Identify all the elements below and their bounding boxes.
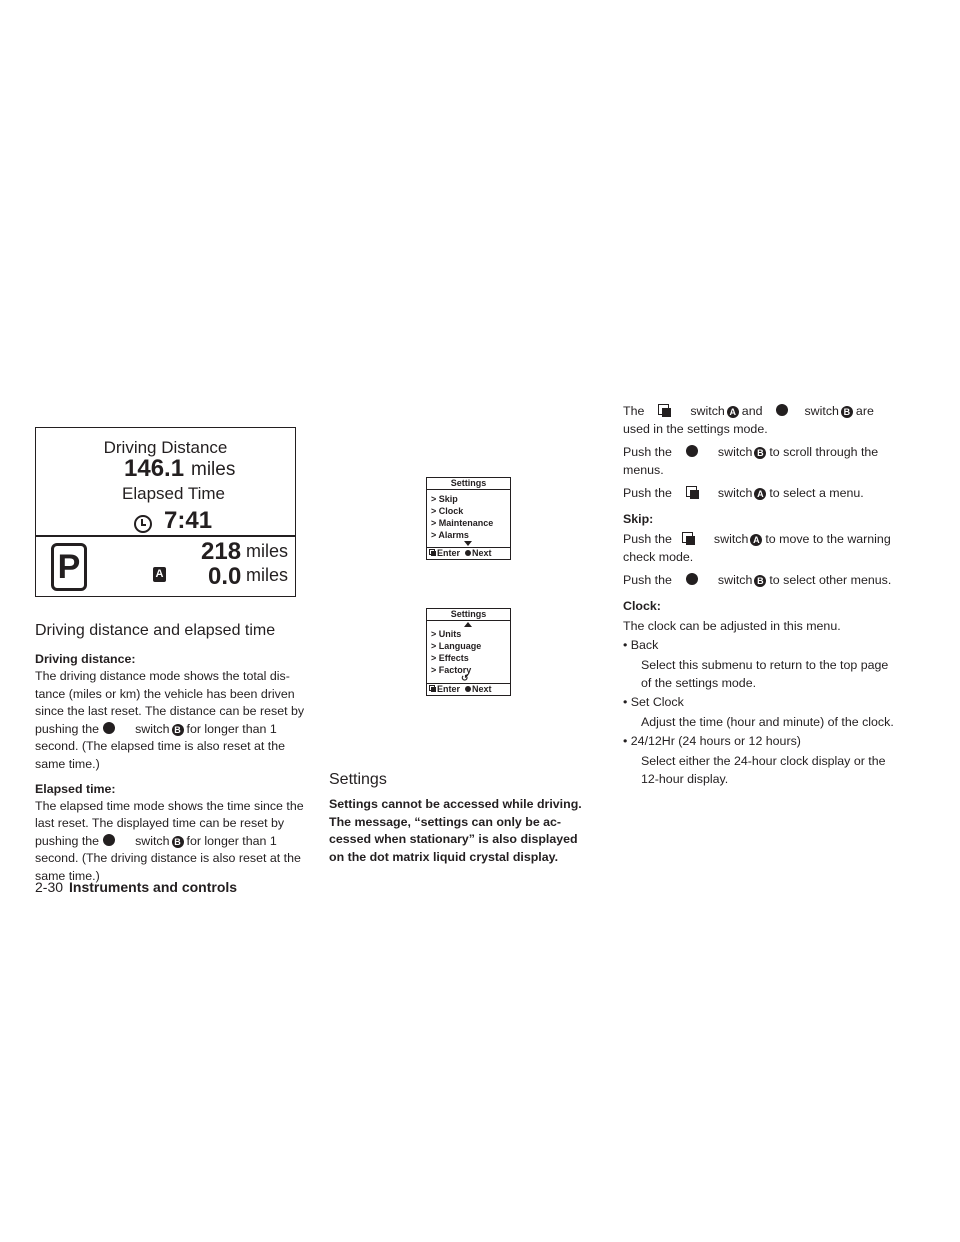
arrow-down-icon (464, 541, 472, 546)
scroll-indicator (427, 621, 510, 628)
text-line: Push the switch B to scroll through the (623, 445, 879, 460)
lcd-title: Settings (427, 478, 510, 490)
text-line: pushing the switch B for longer than 1 (35, 721, 277, 736)
text-line: menus. (623, 462, 664, 477)
callout-b-icon: B (172, 836, 184, 848)
callout-b-icon: B (754, 447, 766, 459)
menu-item-units: > Units (431, 629, 462, 639)
callout-a-icon: A (754, 488, 766, 500)
text-line: 12-hour display. (641, 771, 729, 786)
dot-switch-icon (103, 722, 115, 734)
text-line: Select either the 24-hour clock display or the (641, 753, 886, 768)
square-switch-icon (429, 549, 436, 556)
paragraph-elapsed-time (35, 798, 310, 886)
clock-icon (134, 515, 152, 533)
driving-distance-display (35, 427, 296, 597)
text-line: Settings cannot be accessed while driving. (329, 797, 582, 811)
distance-unit: miles (191, 459, 236, 480)
dot-switch-icon (686, 445, 698, 457)
paragraph-driving-distance (35, 668, 310, 774)
list-item-back: • Back (623, 638, 659, 653)
text-line: The message, “settings can only be ac- (329, 814, 562, 829)
menu-item-factory: > Factory (431, 665, 472, 675)
return-indicator (427, 673, 510, 683)
subheading-driving-distance: Driving distance: (35, 652, 136, 666)
callout-b-icon: B (172, 724, 184, 736)
lcd-footer: Enter Next (427, 547, 510, 559)
distance-value: 146.1 (124, 455, 185, 482)
menu-item-maintenance: > Maintenance (431, 518, 494, 528)
menu-item-skip: > Skip (431, 494, 458, 504)
trip-value-1: 218 (201, 538, 242, 565)
section-title: Instruments and controls (69, 879, 238, 895)
square-switch-icon (682, 532, 696, 545)
text-line: same time.) (35, 868, 100, 883)
middle-column (329, 771, 609, 866)
text-line: The elapsed time mode shows the time since the (35, 798, 304, 813)
text-line: The clock can be adjusted in this menu. (623, 618, 841, 633)
subheading-skip: Skip: (623, 511, 654, 526)
trip-value-2: 0.0 (208, 563, 242, 590)
settings-warning (329, 796, 609, 866)
text-line: cessed when stationary” is also displayed (329, 832, 578, 847)
text-line: Select this submenu to return to the top page (641, 657, 889, 672)
text-line: check mode. (623, 549, 694, 564)
text-line: on the dot matrix liquid crystal display. (329, 849, 559, 864)
arrow-up-icon (464, 622, 472, 627)
right-column (623, 403, 898, 788)
trip-a-marker: A (153, 567, 166, 582)
text-line: last reset. The displayed time can be reset by (35, 816, 285, 831)
callout-a-icon: A (750, 534, 762, 546)
callout-b-icon: B (754, 575, 766, 587)
square-switch-icon (429, 685, 436, 692)
text-line: Push the switch B to select other menus. (623, 573, 892, 588)
dot-switch-icon (465, 550, 471, 556)
dot-switch-icon (103, 834, 115, 846)
dot-switch-icon (686, 573, 698, 585)
text-line: used in the settings mode. (623, 421, 768, 436)
display-divider (36, 535, 295, 537)
text-line: since the last reset. The distance can be reset by (35, 704, 305, 719)
page-footer (35, 879, 237, 895)
return-arrow-icon: ↺ (461, 673, 469, 683)
section-heading-driving: Driving distance and elapsed time (35, 622, 276, 639)
time-value: 7:41 (164, 507, 213, 534)
text-line: Push the switch A to move to the warning (623, 531, 891, 546)
dot-switch-icon (776, 404, 788, 416)
menu-item-language: > Language (431, 641, 482, 651)
text-line: second. (The elapsed time is also reset at the (35, 739, 286, 754)
lcd-title: Settings (427, 609, 510, 621)
text-line: pushing the switch B for longer than 1 (35, 833, 277, 848)
left-column (35, 622, 310, 886)
elapsed-label: Elapsed Time (122, 484, 225, 503)
lcd-footer: Enter Next (427, 683, 510, 695)
text-line: The switch A and switch B are (623, 404, 874, 418)
park-gear-indicator: P (51, 543, 87, 591)
page-number: 2-30 (35, 879, 64, 895)
subheading-elapsed-time: Elapsed time: (35, 781, 116, 796)
menu-item-alarms: > Alarms (431, 530, 469, 540)
callout-a-icon: A (727, 406, 739, 418)
square-switch-icon (658, 404, 672, 417)
square-switch-icon (686, 486, 700, 499)
text-line: same time.) (35, 756, 100, 771)
menu-item-effects: > Effects (431, 653, 469, 663)
menu-item-clock: > Clock (431, 506, 464, 516)
trip-unit-2: miles (246, 565, 289, 585)
callout-b-icon: B (841, 406, 853, 418)
dot-switch-icon (465, 686, 471, 692)
settings-screen-1 (426, 477, 511, 560)
trip-unit-1: miles (246, 541, 289, 561)
section-heading-settings: Settings (329, 771, 387, 788)
subheading-clock: Clock: (623, 598, 661, 613)
settings-screen-2 (426, 608, 511, 696)
text-line: Push the switch A to select a menu. (623, 486, 864, 501)
list-item-24-12hr: • 24/12Hr (24 hours or 12 hours) (623, 734, 801, 749)
display-title: Driving Distance (103, 438, 228, 457)
text-line: The driving distance mode shows the total dis- (35, 669, 290, 683)
text-line: Adjust the time (hour and minute) of the clock. (641, 714, 894, 729)
text-line: second. (The driving distance is also reset at the (35, 851, 301, 866)
text-line: tance (miles or km) the vehicle has been driven (35, 686, 295, 701)
scroll-indicator (427, 541, 510, 547)
list-item-set-clock: • Set Clock (623, 695, 684, 710)
text-line: of the settings mode. (641, 675, 757, 690)
